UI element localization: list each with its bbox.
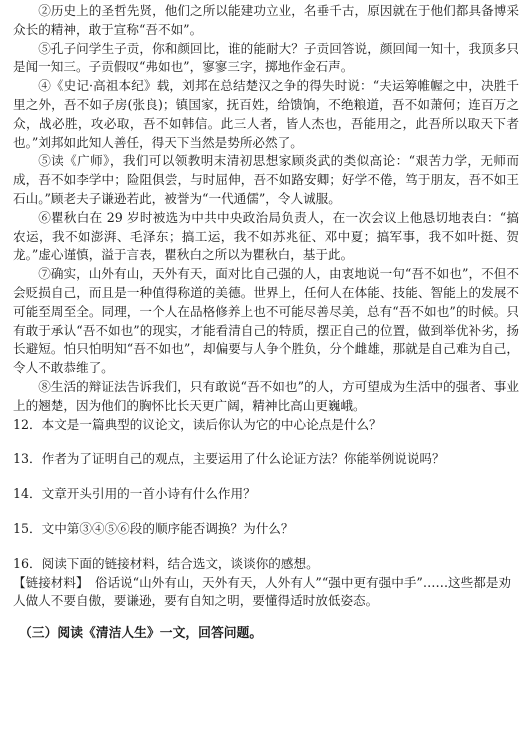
paragraph-qu-qiubai: ⑥瞿秋白在 29 岁时被选为中共中央政治局负责人，在一次会议上他恳切地表白：“搞农运，我不如澎湃、毛泽东；搞工运，我不如苏兆征、邓中夏；搞军事，我不如叶挺、贺龙。”虚心谨慎，溢于言表，瞿秋白之所以为瞿秋白，基于此。: [13, 209, 519, 263]
question-14: 14．文章开头引用的一首小诗有什么作用？: [13, 486, 256, 502]
question-16: 16．阅读下面的链接材料，结合选文，谈谈你的感想。: [13, 555, 319, 571]
paragraph-7: ⑦确实，山外有山，天外有天，面对比自己强的人，由衷地说一句“吾不如也”，不但不会贬损自己，而且是一种值得称道的美德。世界上，任何人在体能、技能、智能上的发展不可能至周至全。同理，一个人在品格修养上也不可能尽善尽美，总有“吾不如也”的时候。只有敢于承认“吾不如也”的现实，才能看清自己的特质，摆正自己的位置，做到举优补劣，扬长避短。怕只怕明知“吾不如也”，却偏要与人争个胜负，分个雌雄，那就是自己难为自己，令人不敢恭维了。: [13, 266, 519, 376]
section-heading: （三）阅读《清洁人生》一文，回答问题。: [19, 626, 263, 642]
paragraph-8: ⑧生活的辩证法告诉我们，只有敢说“吾不如也”的人，方可望成为生活中的强者、事业上的翘楚，因为他们的胸怀比长天更广阔，精神比高山更巍峨。: [13, 378, 519, 413]
question-12: 12．本文是一篇典型的议论文，读后你认为它的中心论点是什么？: [13, 416, 382, 432]
paragraph-2: ②历史上的圣哲先贤，他们之所以能建功立业，名垂千古，原因就在于他们都具备博采众长的精神，敢于宣称“吾不如”。: [13, 3, 519, 37]
paragraph-confucius: ⑤孔子问学生子贡，你和颜回比，谁的能耐大？子贡回答说，颜回闻一知十，我顶多只是闻一知三。子贡假叹“弗如也”，寥寥三字，掷地作金石声。: [13, 40, 519, 75]
link-material-text: 俗话说“山外有山，天外有天，人外有人”“强中更有强中手”……这些都是劝人做人不要自傲，要谦逊，要有自知之明，要懂得适时放低姿态。: [13, 574, 512, 609]
paragraph-gu-yanwu: ⑤读《广师》，我们可以领教明末清初思想家顾炎武的类似高论：“艰苦力学，无师而成，吾不如李学中；险阻俱尝，与时屈伸，吾不如路安卿；好学不倦，笃于朋友，吾不如王石山。”顾老夫子谦逊若此，被誉为“一代通儒”，令人诚服。: [13, 153, 519, 206]
question-15: 15．文中第③④⑤⑥段的顺序能否调换？为什么？: [13, 520, 294, 536]
question-13: 13．作者为了证明自己的观点，主要运用了什么论证方法？你能举例说说吗？: [13, 451, 445, 467]
link-material-label: 【链接材料】: [13, 574, 83, 590]
paragraph-liu-bang: ④《史记·高祖本纪》载，刘邦在总结楚汉之争的得失时说：“夫运筹帷幄之中，决胜千里之外，吾不如子房(张良)；镇国家，抚百姓，给馈饷，不绝粮道，吾不如萧何；连百万之众，战必胜，攻必取，吾不如韩信。此三人者，皆人杰也，吾能用之，此吾所以取天下者也。”刘邦如此知人善任，得天下当然是势所必然了。: [13, 78, 519, 150]
link-material: [13, 574, 519, 612]
